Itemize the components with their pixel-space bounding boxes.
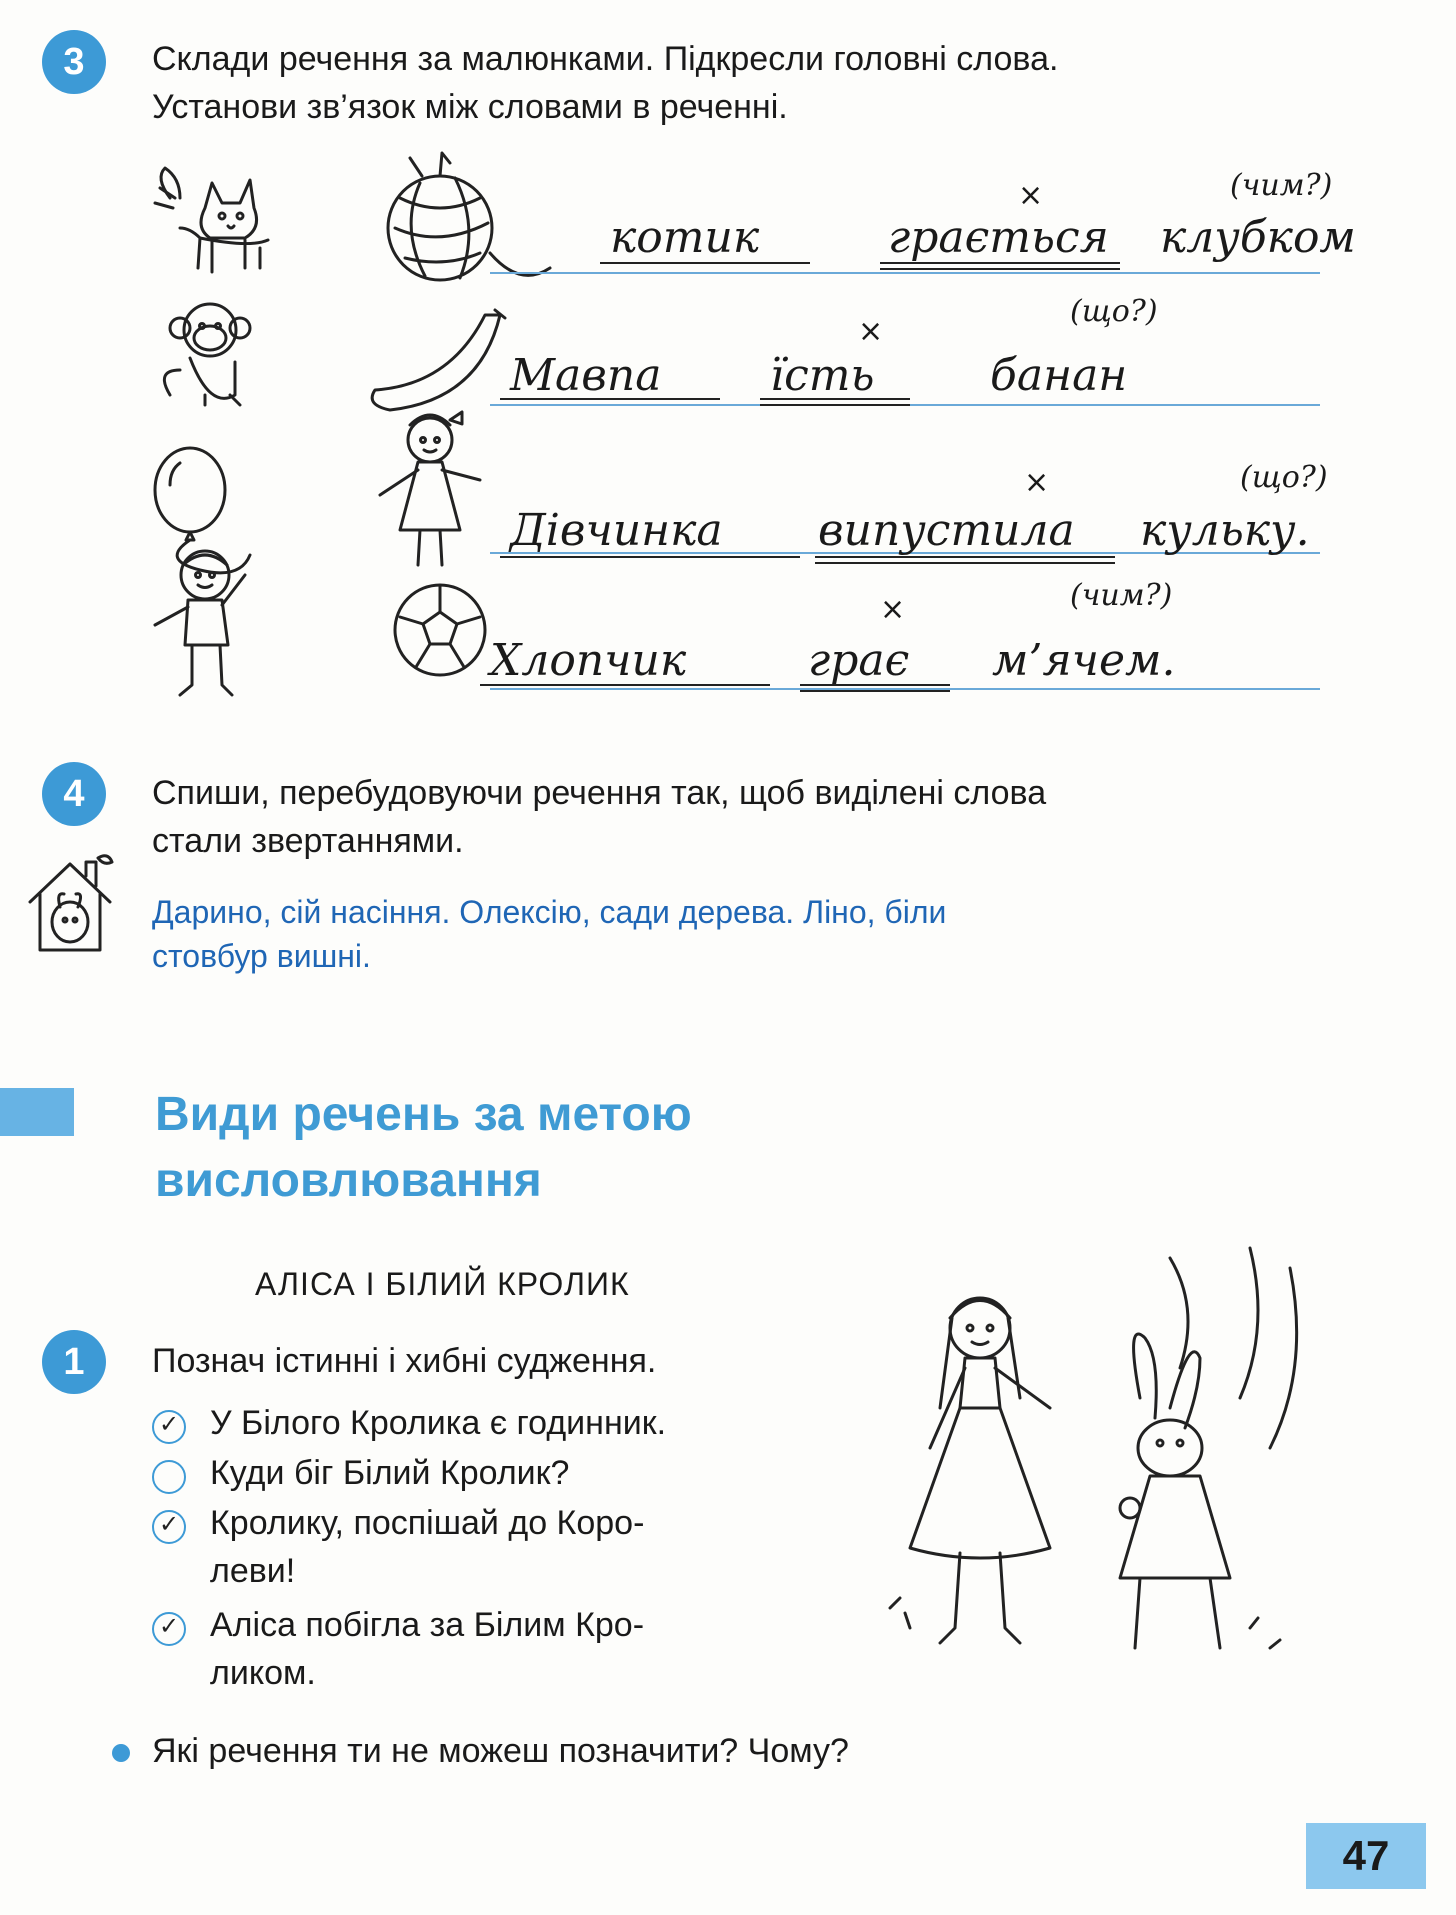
girl-illustration: [380, 400, 500, 570]
option-4-text-line1: Аліса побігла за Білим Кро-: [210, 1606, 645, 1644]
option-3-check-mark: ✓: [159, 1510, 180, 1538]
follow-up-question: Які речення ти не можеш позначити? Чому?: [152, 1732, 849, 1770]
section-title-line2: висловлювання: [155, 1154, 542, 1207]
yarn-ball-illustration: [380, 158, 560, 288]
option-1-check-mark: ✓: [159, 1410, 180, 1438]
sentence-3-subject-underline: [500, 556, 800, 558]
option-2-checkbox[interactable]: [152, 1460, 186, 1494]
sentence-1-predicate-underline-b: [880, 268, 1120, 270]
sentence-2-predicate-underline-a: [760, 398, 910, 400]
sentence-2-word-3: банан: [990, 350, 1128, 401]
story-title: АЛІСА І БІЛИЙ КРОЛИК: [255, 1266, 630, 1302]
sentence-3-word-1: Дівчинка: [510, 505, 723, 556]
page-number: 47: [1306, 1823, 1426, 1889]
option-4-check-mark: ✓: [159, 1612, 180, 1640]
task-3-instruction-line1: Склади речення за малюнками. Підкресли головні слова.: [152, 40, 1059, 78]
sentence-4-predicate-underline-b: [800, 690, 950, 692]
soccer-ball-illustration: [392, 582, 492, 682]
option-1-text: У Білого Кролика є годинник.: [210, 1404, 667, 1442]
sentence-2-x-mark: ×: [858, 314, 884, 349]
sentence-3-x-mark: ×: [1024, 465, 1050, 500]
option-3-text-line2: леви!: [210, 1552, 296, 1590]
sentence-4-word-1: Хлопчик: [490, 635, 687, 686]
boy-illustration: [150, 545, 270, 705]
sentence-1-question: (чим?): [1230, 168, 1333, 203]
task-4-answer-line1: Дарино, сій насіння. Олексію, сади дерева. Ліно, біли: [152, 894, 947, 930]
task-1-number: 1: [42, 1330, 106, 1394]
task-1-instruction: Познач істинні і хибні судження.: [152, 1342, 657, 1380]
sentence-3-question: (що?): [1240, 460, 1328, 495]
sentence-2-word-1: Мавпа: [510, 350, 662, 401]
sentence-4-word-3: м’ячем.: [992, 635, 1176, 686]
alice-and-rabbit-illustration: [870, 1248, 1320, 1668]
home-task-icon: [20, 852, 130, 962]
sentence-3-predicate-underline-a: [815, 556, 1115, 558]
sentence-1-word-3: клубком: [1160, 212, 1356, 263]
task-4-instruction-line2: стали звертаннями.: [152, 822, 464, 860]
sentence-2-subject-underline: [500, 398, 720, 400]
sentence-1-subject-underline: [600, 262, 810, 264]
option-3-text-line1: Кролику, поспішай до Коро-: [210, 1504, 645, 1542]
sentence-4-subject-underline: [480, 684, 770, 686]
option-4-text-line2: ликом.: [210, 1654, 316, 1692]
sentence-4-x-mark: ×: [880, 592, 906, 627]
sentence-3-predicate-underline-b: [815, 562, 1115, 564]
sentence-4-word-2: грає: [808, 635, 910, 686]
sentence-2-word-2: їсть: [770, 350, 875, 401]
monkey-illustration: [150, 300, 270, 410]
task-4-answer-line2: стовбур вишні.: [152, 938, 371, 974]
section-sidebar-tab: [0, 1088, 74, 1136]
sentence-4-question: (чим?): [1070, 578, 1173, 613]
option-2-text: Куди біг Білий Кролик?: [210, 1454, 570, 1492]
sentence-3-word-3: кульку.: [1140, 505, 1310, 556]
task-4-number: 4: [42, 762, 106, 826]
sentence-1-word-1: котик: [610, 212, 760, 263]
sentence-3-word-2: випустила: [818, 505, 1075, 556]
sentence-2-question: (що?): [1070, 294, 1158, 329]
sentence-2-predicate-underline-b: [760, 404, 910, 406]
task-3-instruction-line2: Установи зв’язок між словами в реченні.: [152, 88, 788, 126]
sentence-1-predicate-underline-a: [880, 262, 1120, 264]
sentence-4-predicate-underline-a: [800, 684, 950, 686]
sentence-1-word-2: грається: [888, 212, 1109, 263]
task-4-instruction-line1: Спиши, перебудовуючи речення так, щоб виділені слова: [152, 774, 1047, 812]
writing-line-1: [490, 272, 1320, 274]
cat-illustration: [150, 168, 280, 278]
question-bullet: [112, 1744, 130, 1762]
task-3-number: 3: [42, 30, 106, 94]
section-title-line1: Види речень за метою: [155, 1088, 692, 1141]
sentence-1-x-mark: ×: [1018, 178, 1044, 213]
